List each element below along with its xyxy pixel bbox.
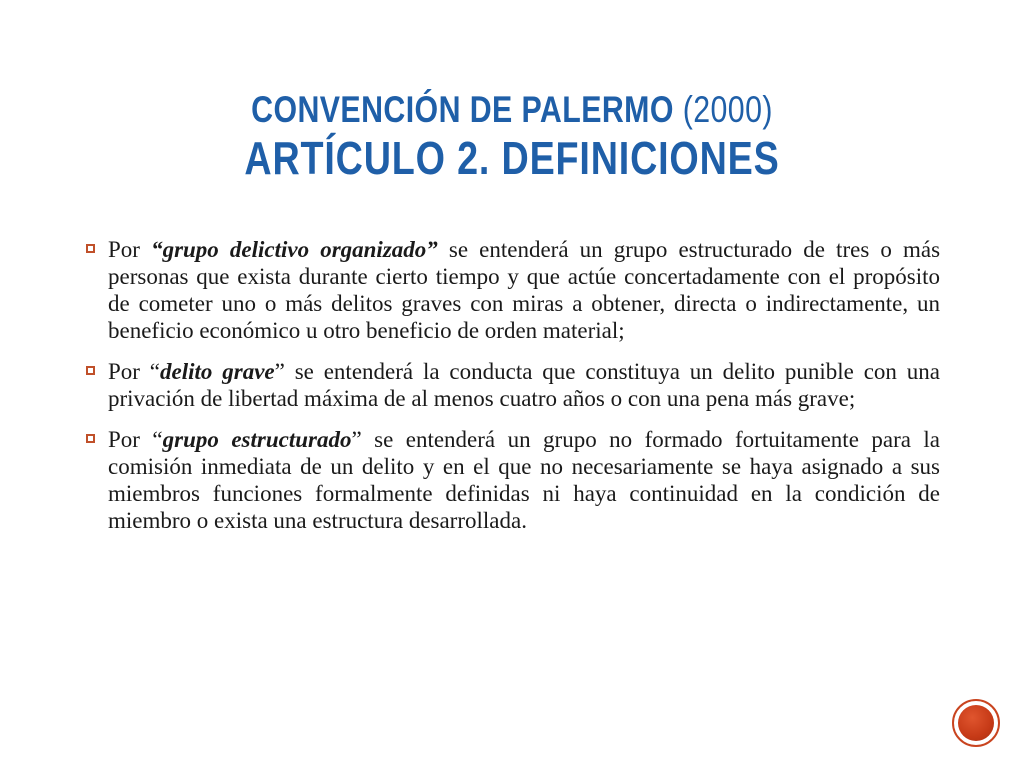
bullet-definition-text: ” se entenderá un grupo no formado fortuitamente para la comisión inmediata de un delito y en el que no necesariamente se haya asignado a sus miembros funciones formalmente definidas ni haya continuidad en la condición de miembro o exista una estructura desarrollada.: [108, 427, 940, 533]
bullet-prefix: Por “: [108, 359, 161, 384]
title-year: (2000): [682, 89, 773, 130]
definition-delito-grave: [84, 358, 940, 412]
bullet-prefix: Por: [108, 237, 152, 262]
definition-grupo-delictivo-organizado: [84, 236, 940, 344]
title-convention-name: CONVENCIÓN DE PALERMO: [251, 89, 674, 130]
defined-term: “grupo delictivo organizado”: [151, 237, 438, 262]
circle-nav-icon[interactable]: [952, 699, 1000, 747]
defined-term: delito grave: [160, 359, 275, 384]
bullet-definition-text: ” se entenderá la conducta que constituya un delito punible con una privación de libertad máxima de al menos cuatro años o con una pena más grave;: [108, 359, 940, 411]
slide-title: [80, 88, 944, 184]
definitions-list: [84, 236, 940, 548]
square-bullet-icon: [86, 244, 95, 253]
definition-grupo-estructurado: [84, 426, 940, 534]
title-line-2: ARTÍCULO 2. DEFINICIONES: [244, 132, 780, 184]
bullet-prefix: Por “: [108, 427, 163, 452]
square-bullet-icon: [86, 366, 95, 375]
square-bullet-icon: [86, 434, 95, 443]
defined-term: grupo estructurado: [162, 427, 352, 452]
title-line-1: [158, 88, 866, 132]
bullet-definition-text: se entenderá un grupo estructurado de tres o más personas que exista durante cierto tiempo y que actúe concertadamente con el propósito de cometer uno o más delitos graves con miras a obtener, directa o indirectamente, un beneficio económico u otro beneficio de orden material;: [108, 237, 941, 343]
